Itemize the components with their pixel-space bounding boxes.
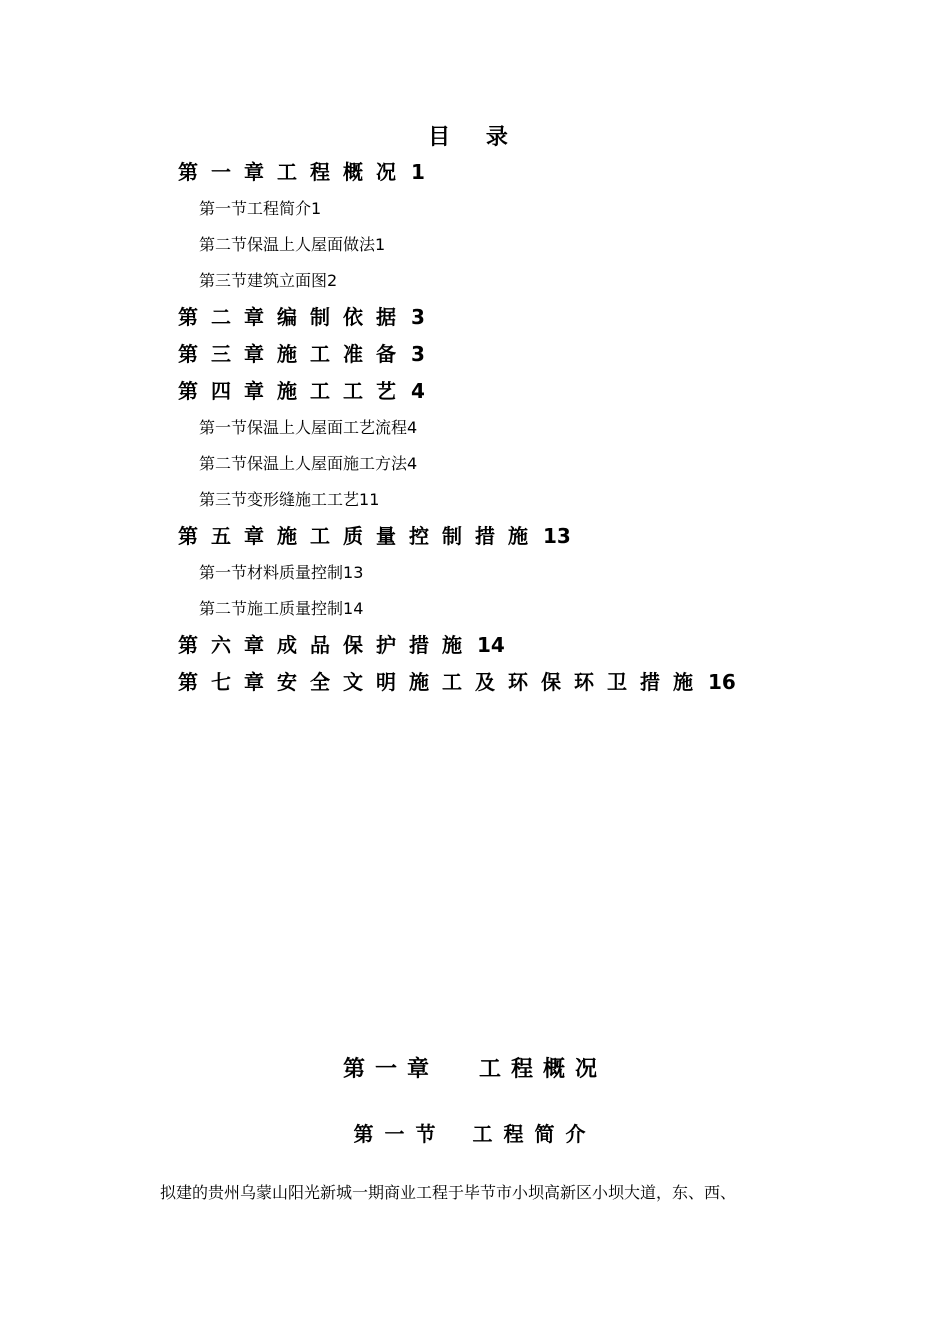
toc-entry-page-number: 1 [411, 160, 425, 184]
toc-entry-label: 第一节材料质量控制 [199, 563, 344, 582]
toc-entry-page-number: 1 [311, 199, 322, 218]
toc-entry-label: 第二章编制依据 [178, 305, 409, 329]
toc-entry-label: 第四章施工工艺 [178, 379, 409, 403]
toc-entry-label: 第三节变形缝施工工艺 [199, 490, 360, 509]
chapter-heading-title: 工程概况 [479, 1057, 608, 1082]
toc-entry-label: 第五章施工质量控制措施 [178, 524, 541, 548]
toc-entry-label: 第二节保温上人屋面施工方法 [199, 454, 408, 473]
toc-entry-page-number: 4 [411, 379, 425, 403]
toc-entry-page-number: 4 [407, 418, 418, 437]
toc-section-entry[interactable] [178, 410, 878, 446]
toc-entry-page-number: 13 [343, 563, 364, 582]
toc-entry-page-number: 2 [327, 271, 338, 290]
toc-chapter-entry[interactable] [178, 373, 878, 410]
toc-entry-label: 第二节施工质量控制 [199, 599, 344, 618]
toc-entry-label: 第一节保温上人屋面工艺流程 [199, 418, 408, 437]
table-of-contents [178, 154, 878, 701]
toc-entry-page-number: 1 [375, 235, 386, 254]
toc-chapter-entry[interactable] [178, 664, 878, 701]
toc-entry-page-number: 16 [708, 670, 736, 694]
toc-entry-page-number: 3 [411, 342, 425, 366]
toc-section-entry[interactable] [178, 227, 878, 263]
toc-entry-page-number: 14 [477, 633, 505, 657]
toc-chapter-entry[interactable] [178, 627, 878, 664]
section-heading-title: 工程简介 [472, 1122, 597, 1146]
section-heading [0, 1118, 950, 1147]
toc-section-entry[interactable] [178, 591, 878, 627]
toc-section-entry[interactable] [178, 191, 878, 227]
toc-entry-page-number: 14 [343, 599, 364, 618]
toc-entry-label: 第二节保温上人屋面做法 [199, 235, 376, 254]
toc-section-entry[interactable] [178, 555, 878, 591]
toc-entry-label: 第三节建筑立面图 [199, 271, 328, 290]
toc-entry-page-number: 4 [407, 454, 418, 473]
toc-entry-label: 第七章安全文明施工及环保环卫措施 [178, 670, 706, 694]
chapter-heading-prefix: 第一章 [342, 1057, 439, 1082]
toc-section-entry[interactable] [178, 446, 878, 482]
toc-chapter-entry[interactable] [178, 299, 878, 336]
toc-entry-label: 第三章施工准备 [178, 342, 409, 366]
toc-entry-label: 第六章成品保护措施 [178, 633, 475, 657]
toc-chapter-entry[interactable] [178, 518, 878, 555]
toc-chapter-entry[interactable] [178, 154, 878, 191]
toc-section-entry[interactable] [178, 263, 878, 299]
toc-entry-label: 第一章工程概况 [178, 160, 409, 184]
toc-entry-page-number: 3 [411, 305, 425, 329]
toc-entry-label: 第一节工程简介 [199, 199, 312, 218]
toc-chapter-entry[interactable] [178, 336, 878, 373]
toc-section-entry[interactable] [178, 482, 878, 518]
toc-title: 目 录 [428, 125, 522, 150]
toc-entry-page-number: 11 [359, 490, 380, 509]
toc-entry-page-number: 13 [543, 524, 571, 548]
body-paragraph: 拟建的贵州乌蒙山阳光新城一期商业工程于毕节市小坝高新区小坝大道，东、西、 [160, 1183, 737, 1202]
chapter-heading [0, 1052, 950, 1083]
section-heading-prefix: 第一节 [353, 1122, 447, 1146]
